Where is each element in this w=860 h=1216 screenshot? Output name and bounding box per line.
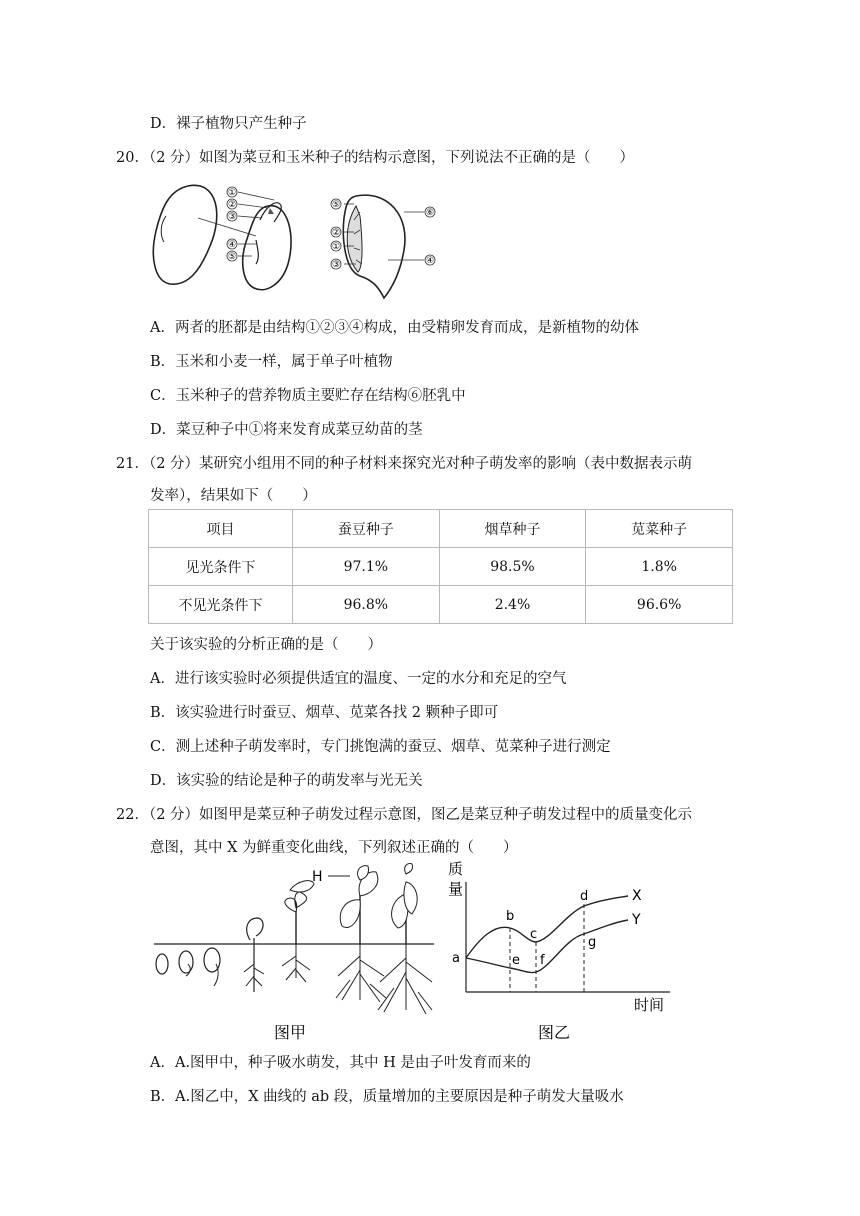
q20-stem: 20．（2 分）如图为菜豆和玉米种子的结构示意图，下列说法不正确的是（ ） <box>116 150 635 166</box>
corn-label-4: ④ <box>425 256 435 266</box>
table-header: 项目 <box>149 510 293 548</box>
q22-stem-line1: 22．（2 分）如图甲是菜豆种子萌发过程示意图，图乙是菜豆种子萌发过程中的质量变化示 <box>116 807 693 823</box>
table-header: 苋菜种子 <box>586 510 733 548</box>
table-cell: 98.5% <box>439 548 586 586</box>
table-header: 烟草种子 <box>439 510 586 548</box>
q21-option-a: A．进行该实验时必须提供适宜的温度、一定的水分和充足的空气 <box>150 671 567 687</box>
q20-seed-diagram <box>148 176 448 304</box>
table-cell: 96.6% <box>586 586 733 624</box>
q21-sub-question: 关于该实验的分析正确的是（ ） <box>150 637 382 653</box>
q21-stem-line2: 发率），结果如下（ ） <box>150 488 317 504</box>
q19-option-d: D．裸子植物只产生种子 <box>150 116 307 132</box>
q22-figure-mass-chart <box>450 858 680 1042</box>
point-f: f <box>540 953 545 968</box>
bean-label-4: ④ <box>227 240 237 250</box>
curve-y-label: Y <box>632 912 641 928</box>
table-header-row <box>149 510 733 548</box>
point-b: b <box>506 909 515 924</box>
figure-b-caption: 图乙 <box>537 1023 571 1042</box>
y-axis-label-line2: 量 <box>448 880 464 898</box>
corn-label-2: ② <box>331 228 341 238</box>
table-cell: 见光条件下 <box>149 548 293 586</box>
bean-label-5: ⑤ <box>227 252 237 262</box>
figure-a-caption: 图甲 <box>273 1023 307 1042</box>
q20-option-c: C．玉米种子的营养物质主要贮存在结构⑥胚乳中 <box>150 388 466 404</box>
q21-stem-line1: 21．（2 分）某研究小组用不同的种子材料来探究光对种子萌发率的影响（表中数据表示萌 <box>116 456 693 472</box>
q22-option-b: B．A.图乙中，X 曲线的 ab 段，质量增加的主要原因是种子萌发大量吸水 <box>150 1089 624 1105</box>
table-cell: 1.8% <box>586 548 733 586</box>
table-cell: 2.4% <box>439 586 586 624</box>
corn-label-1: ① <box>331 242 341 252</box>
q20-option-d: D．菜豆种子中①将来发育成菜豆幼苗的茎 <box>150 422 423 438</box>
table-row <box>149 586 733 624</box>
corn-label-5: ⑤ <box>331 200 341 210</box>
table-cell: 96.8% <box>293 586 440 624</box>
point-g: g <box>588 935 597 950</box>
point-a: a <box>452 951 460 966</box>
bean-label-3: ③ <box>227 212 237 222</box>
table-row <box>149 548 733 586</box>
curve-y <box>466 920 628 973</box>
q21-germination-table <box>148 509 733 624</box>
q22-figure-germination <box>150 860 440 1042</box>
table-header: 蚕豆种子 <box>293 510 440 548</box>
point-c: c <box>530 927 538 942</box>
curve-x-label: X <box>632 888 642 904</box>
point-d: d <box>580 889 589 904</box>
q21-option-d: D．该实验的结论是种子的萌发率与光无关 <box>150 773 423 789</box>
q22-option-a: A．A.图甲中，种子吸水萌发，其中 H 是由子叶发育而来的 <box>150 1055 531 1071</box>
corn-label-6: ⑥ <box>425 208 435 218</box>
table-cell: 不见光条件下 <box>149 586 293 624</box>
bean-label-1: ① <box>227 188 237 198</box>
y-axis-label-line1: 质 <box>448 860 464 878</box>
q21-option-c: C．测上述种子萌发率时，专门挑饱满的蚕豆、烟草、苋菜种子进行测定 <box>150 739 611 755</box>
q20-option-b: B．玉米和小麦一样，属于单子叶植物 <box>150 354 393 370</box>
bean-label-2: ② <box>227 200 237 210</box>
label-h: H <box>312 869 323 885</box>
q21-option-b: B．该实验进行时蚕豆、烟草、苋菜各找 2 颗种子即可 <box>150 705 499 721</box>
q22-stem-line2: 意图，其中 X 为鲜重变化曲线，下列叙述正确的（ ） <box>150 840 518 856</box>
table-cell: 97.1% <box>293 548 440 586</box>
corn-label-3: ③ <box>331 260 341 270</box>
x-axis-label: 时间 <box>634 996 665 1014</box>
q20-option-a: A．两者的胚都是由结构①②③④构成，由受精卵发育而成，是新植物的幼体 <box>150 320 639 336</box>
point-e: e <box>512 953 520 968</box>
